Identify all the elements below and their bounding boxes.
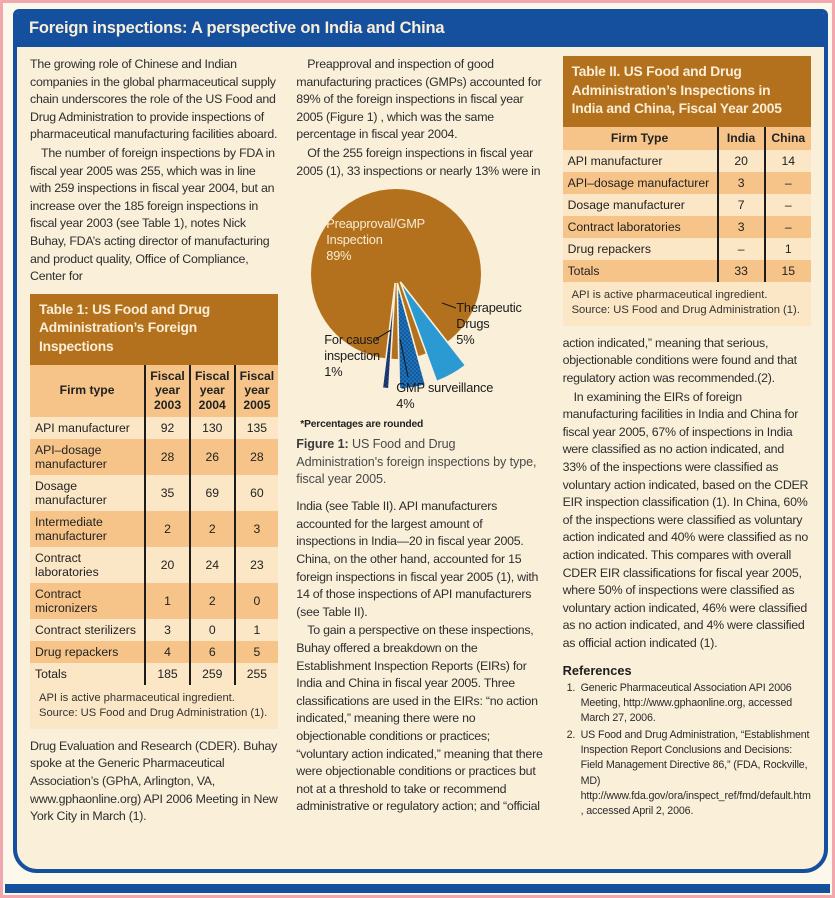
- column-middle: [287, 56, 553, 867]
- bottom-rule: [5, 884, 830, 893]
- firm-type-cell: API manufacturer: [35, 420, 130, 435]
- value-cell: 259: [189, 663, 234, 685]
- table-row: [30, 663, 278, 685]
- value-cell: 3: [234, 511, 279, 547]
- value-cell: 15: [764, 260, 811, 282]
- body-paragraph: action indicated,” meaning that serious, objectionable conditions were found and that regulatory action was recommended.(2).: [562, 335, 797, 386]
- value-cell: 35: [144, 475, 189, 511]
- column-header: Firm Type: [610, 130, 669, 145]
- firm-type-cell: API–dosage manufacturer: [35, 442, 107, 471]
- firm-type-cell: Dosage manufacturer: [567, 197, 685, 212]
- article-frame: [13, 9, 828, 873]
- table-row: [563, 260, 811, 282]
- value-cell: 23: [234, 547, 279, 583]
- table-row: [563, 150, 811, 172]
- value-cell: –: [764, 194, 811, 216]
- value-cell: 2: [144, 511, 189, 547]
- value-cell: 28: [234, 439, 279, 475]
- value-cell: –: [764, 172, 811, 194]
- table2-title: Table II. US Food and Drug Administration’s Inspections in India and China, Fiscal Year 2005: [563, 56, 811, 127]
- pie-label-therapeutic: Therapeutic Drugs 5%: [456, 300, 522, 348]
- body-paragraph: The number of foreign inspections by FDA in fiscal year 2005 was 255, which was in line with 259 inspections in fiscal year 2004, but an increase over the 185 foreign inspections in fiscal year 2003 (see Table 1), notes Nick Buhay, FDA’s acting director of manufacturing and product quality, Office of Compliance, Center for: [30, 145, 275, 284]
- value-cell: 4: [144, 641, 189, 663]
- table1-header-row: [30, 365, 278, 417]
- value-cell: 1: [234, 619, 279, 641]
- body-paragraph: In examining the EIRs of foreign manufacturing facilities in India and China for fiscal year 2005, 67% of inspections in India were classified as no action indicated, and 33% of the inspections were classified as voluntary action indicated, based on the CDER EIR inspection classification (1). In China, 60% of the inspections were classified as voluntary action indicated and 40% were classified as no action indicated. This compares with overall CDER EIR classifications for fiscal year 2005, where 50% of inspections were classified as voluntary action indicated, 46% were classified as no action indicated, and 4% were classified as official action indicated (1).: [562, 389, 809, 650]
- firm-type-cell: Drug repackers: [567, 241, 651, 256]
- value-cell: 20: [717, 150, 764, 172]
- table-row: [563, 194, 811, 216]
- column-header: India: [717, 127, 764, 150]
- table2-footnote: API is active pharmaceutical ingredient. Source: US Food and Drug Administration (1).: [563, 282, 811, 326]
- value-cell: 1: [144, 583, 189, 619]
- body-paragraph: The growing role of Chinese and Indian companies in the global pharmaceutical supply chain underscores the role of the US Food and Drug Administration to provide inspections of pharmaceutical manufacturing facilities aboard.: [30, 57, 278, 142]
- value-cell: 14: [764, 150, 811, 172]
- table-row: [563, 216, 811, 238]
- column-header: Fiscal year 2003: [144, 365, 189, 417]
- value-cell: 135: [234, 417, 279, 439]
- value-cell: 0: [189, 619, 234, 641]
- body-paragraph: Preapproval and inspection of good manufacturing practices (GMPs) accounted for 89% of the foreign inspections in fiscal year 2005 (Figure 1) , which was the same percentage in fiscal year 2004.: [296, 57, 542, 142]
- table-row: [30, 583, 278, 619]
- value-cell: 3: [144, 619, 189, 641]
- firm-type-cell: Totals: [35, 666, 67, 681]
- value-cell: 1: [764, 238, 811, 260]
- value-cell: 92: [144, 417, 189, 439]
- figure-footnote: *Percentages are rounded: [300, 419, 424, 431]
- value-cell: 7: [717, 194, 764, 216]
- column-header: Fiscal year 2005: [234, 365, 279, 417]
- value-cell: 33: [717, 260, 764, 282]
- article-content: [17, 47, 824, 867]
- body-paragraph: Drug Evaluation and Research (CDER). Buhay spoke at the Generic Pharmaceutical Association’s (GPhA, Arlington, VA, www.gphaonline.org) API 2006 Meeting in New York City in March (1).: [30, 738, 278, 824]
- value-cell: 69: [189, 475, 234, 511]
- title-bar: [17, 13, 824, 47]
- foreign-inspections-table: [30, 294, 278, 729]
- firm-type-cell: API manufacturer: [567, 153, 663, 168]
- value-cell: 255: [234, 663, 279, 685]
- table-row: [563, 238, 811, 260]
- reference-item: Generic Pharmaceutical Association API 2006 Meeting, http://www.gphaonline.org, accessed March 27, 2006.: [580, 681, 793, 724]
- table-row: [30, 417, 278, 439]
- firm-type-cell: Intermediate manufacturer: [35, 514, 107, 543]
- references-section: [563, 663, 811, 820]
- value-cell: –: [717, 238, 764, 260]
- figure-caption: Figure 1: US Food and Drug Administration's foreign inspections by type, fiscal year 2005.: [296, 437, 537, 486]
- column-header: Firm type: [59, 383, 115, 398]
- firm-type-cell: Contract laboratories: [35, 550, 99, 579]
- value-cell: 60: [234, 475, 279, 511]
- firm-type-cell: Drug repackers: [35, 644, 119, 659]
- firm-type-cell: Contract laboratories: [567, 219, 681, 234]
- value-cell: 3: [717, 216, 764, 238]
- reference-item: US Food and Drug Administration, “Establishment Inspection Report Conclusions and Decisions: Field Management Directive 86,” (FDA, Rockville, MD) http://www.fda.gov/ora/inspect_ref/fmd/default.htm, accessed April 2, 2006.: [580, 729, 811, 818]
- pie-figure: [296, 184, 544, 430]
- pie-label-for-cause: For cause inspection 1%: [324, 332, 380, 380]
- table2-header-row: [563, 127, 811, 150]
- value-cell: 6: [189, 641, 234, 663]
- column-header: China: [764, 127, 811, 150]
- value-cell: –: [764, 216, 811, 238]
- value-cell: 5: [234, 641, 279, 663]
- table1-body: [30, 417, 278, 685]
- table-row: [30, 439, 278, 475]
- table-row: [30, 619, 278, 641]
- value-cell: 20: [144, 547, 189, 583]
- firm-type-cell: Dosage manufacturer: [35, 478, 107, 507]
- references-list: [563, 681, 811, 820]
- table-row: [30, 511, 278, 547]
- value-cell: 130: [189, 417, 234, 439]
- column-left: [21, 56, 287, 867]
- table-row: [30, 641, 278, 663]
- firm-type-cell: Contract micronizers: [35, 586, 98, 615]
- value-cell: 2: [189, 511, 234, 547]
- pie-label-preapproval: Preapproval/GMP Inspection 89%: [326, 216, 425, 264]
- firm-type-cell: API–dosage manufacturer: [567, 175, 710, 190]
- value-cell: 26: [189, 439, 234, 475]
- table-row: [30, 475, 278, 511]
- column-header: Fiscal year 2004: [189, 365, 234, 417]
- value-cell: 24: [189, 547, 234, 583]
- table1-title: Table 1: US Food and Drug Administration’s Foreign Inspections: [30, 294, 278, 365]
- table-row: [563, 172, 811, 194]
- value-cell: 185: [144, 663, 189, 685]
- body-paragraph: India (see Table II). API manufacturers accounted for the largest amount of inspections in India—20 in fiscal year 2005. China, on the other hand, accounted for 15 foreign inspections in fiscal year 2005 (1), with 14 of those inspections of API manufacturers (see Table II).: [296, 499, 539, 619]
- value-cell: 0: [234, 583, 279, 619]
- table-row: [30, 547, 278, 583]
- body-paragraph: To gain a perspective on these inspections, Buhay offered a breakdown on the Establishment Inspection Reports (EIRs) for India and China in fiscal year 2005. Three classifications are used in the EIRs: “no action indicated,” meaning there were no objectionable conditions or practices; “voluntary action indicated,” meaning that there were objectionable conditions or practices but not at a threshold to take or recommend administrative or regulatory action; and “official: [296, 623, 543, 814]
- column-right: [554, 56, 820, 867]
- value-cell: 3: [717, 172, 764, 194]
- page-title: Foreign inspections: A perspective on India and China: [29, 19, 445, 37]
- pie-label-gmp-surveillance: GMP surveillance 4%: [396, 380, 494, 412]
- firm-type-cell: Totals: [567, 263, 600, 278]
- value-cell: 2: [189, 583, 234, 619]
- value-cell: 28: [144, 439, 189, 475]
- table2-body: [563, 150, 811, 282]
- table1-footnote: API is active pharmaceutical ingredient. Source: US Food and Drug Administration (1).: [30, 685, 278, 729]
- body-paragraph: Of the 255 foreign inspections in fiscal year 2005 (1), 33 inspections or nearly 13% were in: [296, 145, 541, 178]
- references-heading: References: [562, 662, 632, 678]
- india-china-table: [563, 56, 811, 326]
- firm-type-cell: Contract sterilizers: [35, 622, 136, 637]
